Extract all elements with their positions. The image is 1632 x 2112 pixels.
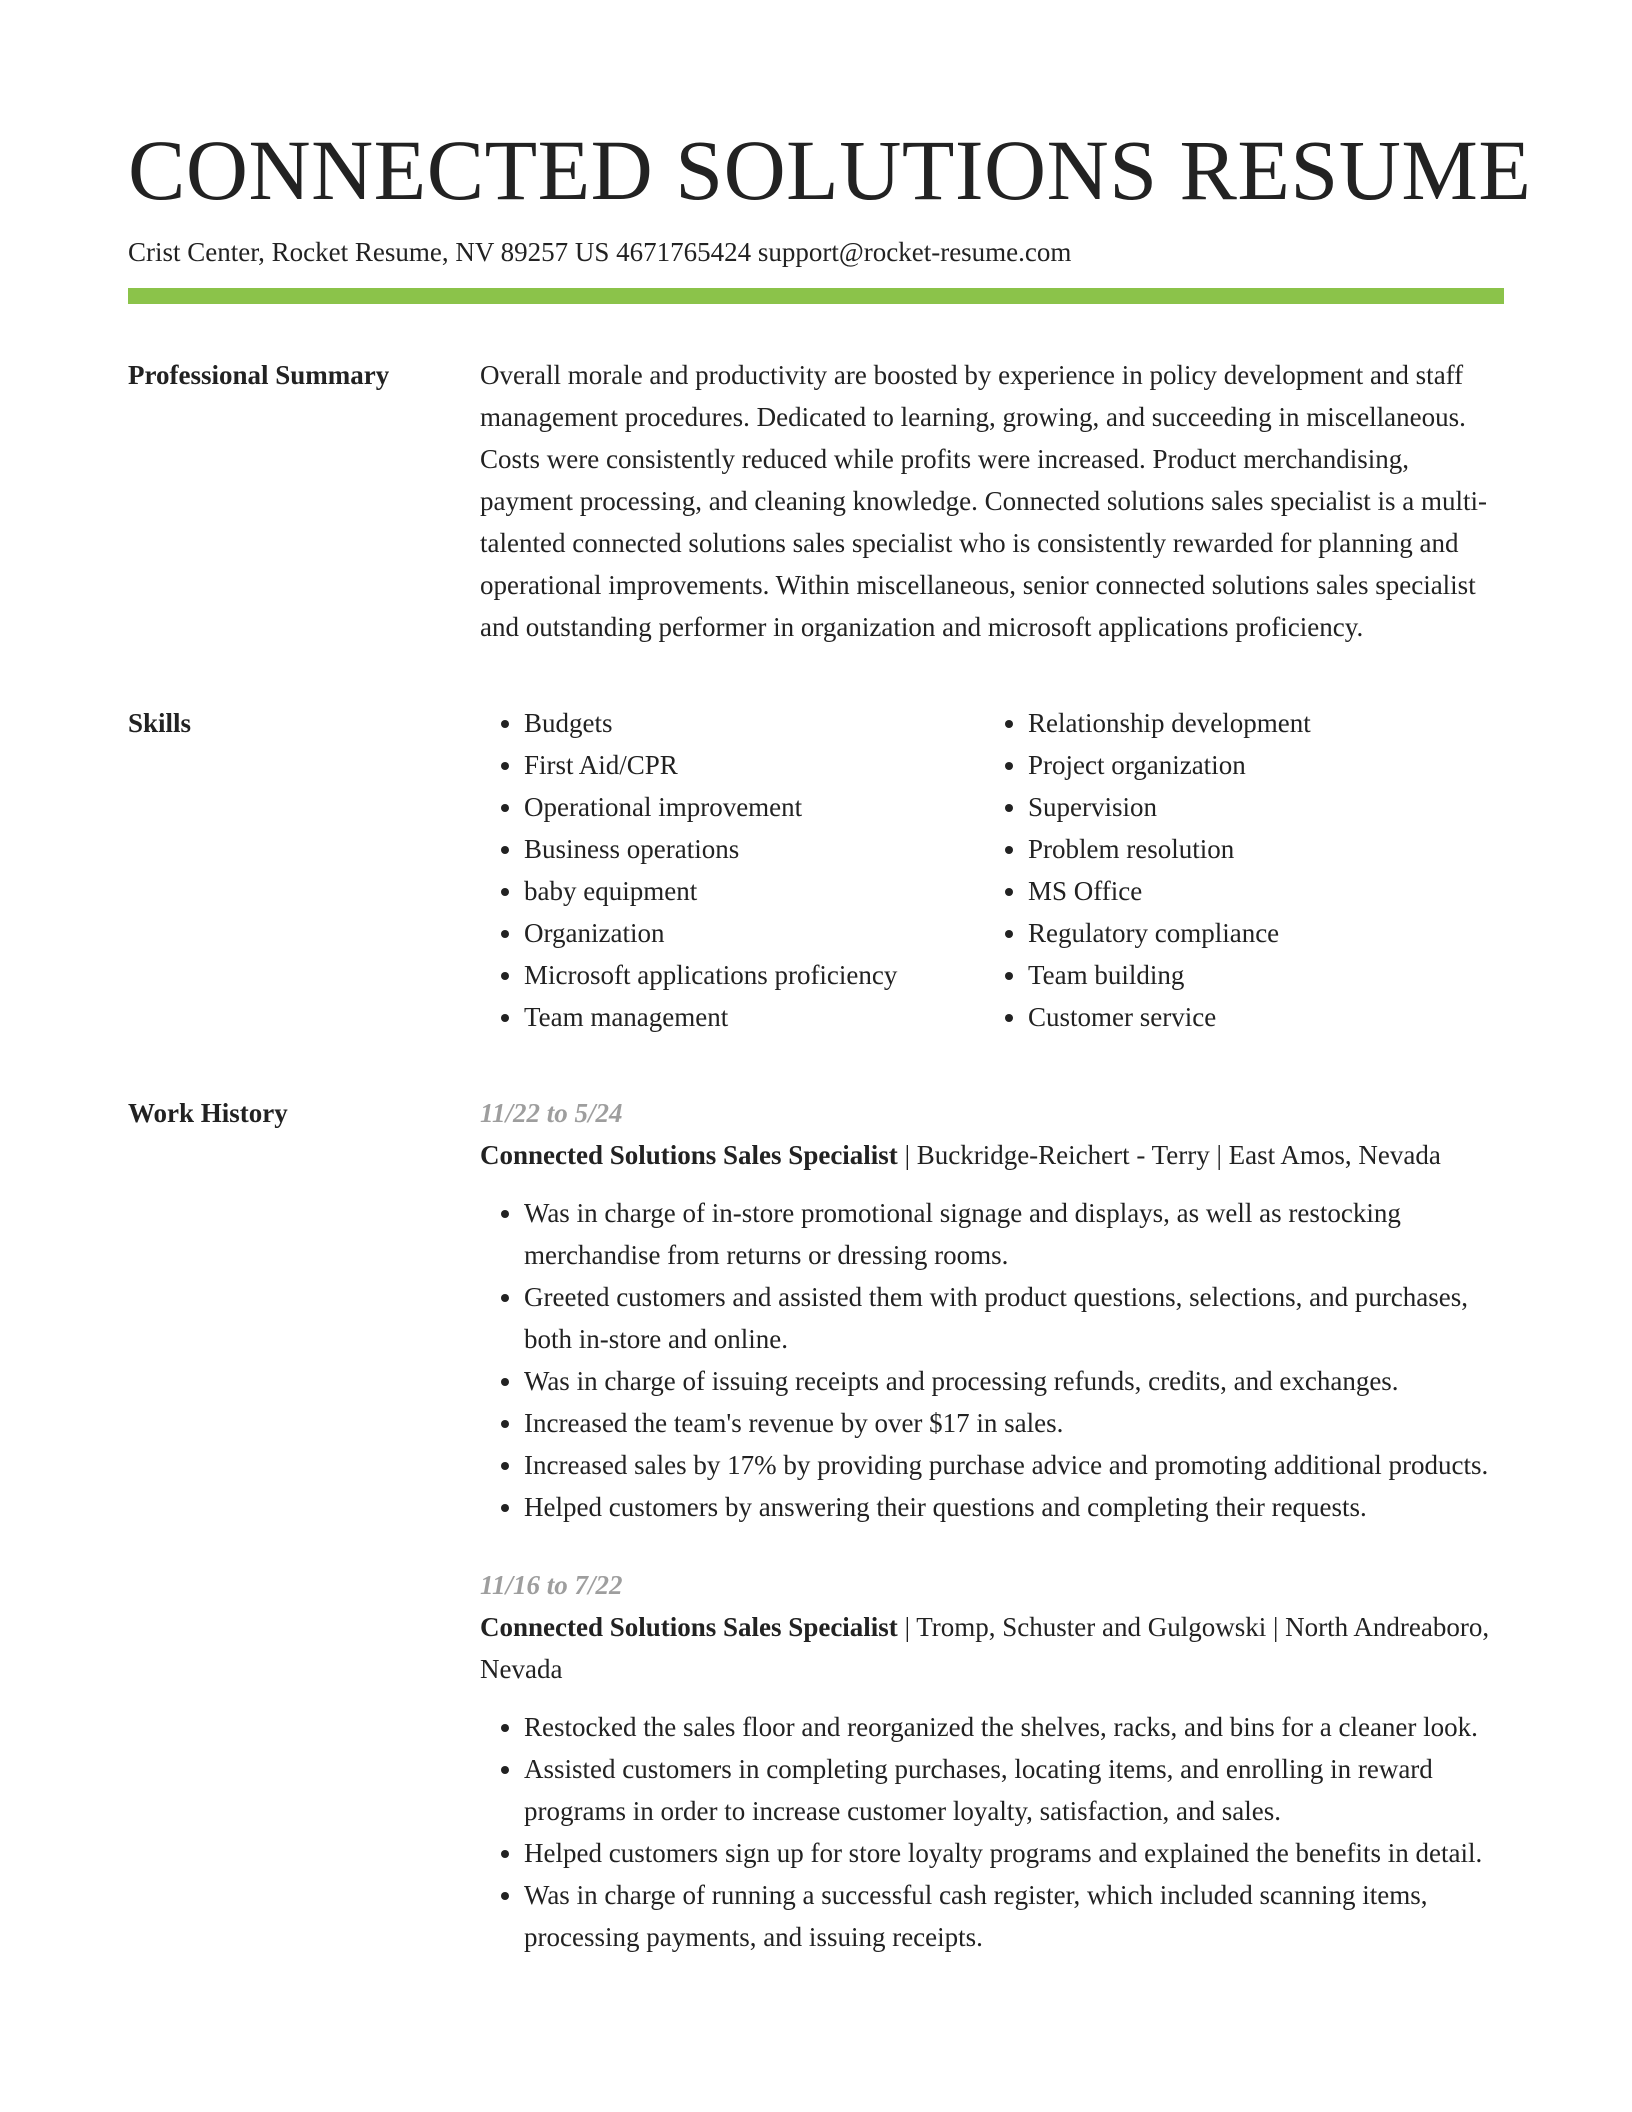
skill-item: • Team building [1028, 954, 1528, 996]
skill-item: • Supervision [1028, 786, 1528, 828]
skill-item: • Regulatory compliance [1028, 912, 1528, 954]
job-entry [480, 1564, 1504, 1958]
job-bullet: • Was in charge of running a successful cash register, which included scanning items, processing payments, and issuing receipts. [524, 1874, 1504, 1958]
job-title: Connected Solutions Sales Specialist [480, 1612, 898, 1642]
skill-item: • Project organization [1028, 744, 1528, 786]
job-entry [480, 1092, 1504, 1528]
skill-item: • Team management [524, 996, 984, 1038]
job-dates: 11/16 to 7/22 [480, 1570, 623, 1600]
skill-item: • Problem resolution [1028, 828, 1528, 870]
summary-body [480, 354, 1504, 648]
job-bullet: • Restocked the sales floor and reorganized the shelves, racks, and bins for a cleaner look. [524, 1706, 1504, 1748]
job-bullets [480, 1192, 1504, 1528]
skills-section [128, 702, 1504, 1038]
skill-item: • Budgets [524, 702, 984, 744]
skill-item: • baby equipment [524, 870, 984, 912]
job-bullet: • Assisted customers in completing purchases, locating items, and enrolling in reward programs in order to increase customer loyalty, satisfaction, and sales. [524, 1748, 1504, 1832]
work-history-body [480, 1092, 1504, 1994]
skill-item: • Organization [524, 912, 984, 954]
section-label-work-history: Work History [128, 1098, 288, 1128]
skills-body [480, 702, 1528, 1038]
skill-item: • Operational improvement [524, 786, 984, 828]
job-bullet: • Helped customers sign up for store loyalty programs and explained the benefits in detail. [524, 1832, 1504, 1874]
summary-section [128, 354, 1504, 648]
job-bullet: • Greeted customers and assisted them with product questions, selections, and purchases, both in-store and online. [524, 1276, 1504, 1360]
job-employer-location: | Tromp, Schuster and Gulgowski | North Andreaboro, Nevada [480, 1612, 1490, 1684]
job-employer-location: | Buckridge-Reichert - Terry | East Amos, Nevada [897, 1140, 1441, 1170]
summary-text: Overall morale and productivity are boosted by experience in policy development and staff management procedures. Dedicated to learning, growing, and succeeding in miscellaneous. Costs were consistently reduced while profits were increased. Product merchandising, payment processing, and cleaning knowledge. Connected solutions sales specialist is a multi-talented connected solutions sales specialist who is consistently rewarded for planning and operational improvements. Within miscellaneous, senior connected solutions sales specialist and outstanding performer in organization and microsoft applications proficiency. [480, 360, 1488, 642]
skills-list-column-1 [480, 702, 984, 1038]
section-label-summary: Professional Summary [128, 360, 390, 390]
job-title: Connected Solutions Sales Specialist [480, 1140, 898, 1170]
skills-list-column-2 [984, 702, 1528, 1038]
skill-item: • MS Office [1028, 870, 1528, 912]
job-bullets [480, 1706, 1504, 1958]
skill-item: • Relationship development [1028, 702, 1528, 744]
skill-item: • First Aid/CPR [524, 744, 984, 786]
skill-item: • Microsoft applications proficiency [524, 954, 984, 996]
accent-divider [128, 288, 1504, 304]
job-bullet: • Increased the team's revenue by over $17 in sales. [524, 1402, 1504, 1444]
job-bullet: • Helped customers by answering their questions and completing their requests. [524, 1486, 1504, 1528]
job-dates: 11/22 to 5/24 [480, 1098, 623, 1128]
job-heading [480, 1606, 1504, 1690]
section-label-skills: Skills [128, 708, 192, 738]
job-heading [480, 1134, 1504, 1176]
job-bullet: • Was in charge of in-store promotional signage and displays, as well as restocking merchandise from returns or dressing rooms. [524, 1192, 1504, 1276]
job-bullet: • Was in charge of issuing receipts and processing refunds, credits, and exchanges. [524, 1360, 1504, 1402]
work-history-section [128, 1092, 1504, 1994]
skill-item: • Business operations [524, 828, 984, 870]
skill-item: • Customer service [1028, 996, 1528, 1038]
contact-line: Crist Center, Rocket Resume, NV 89257 US 4671765424 support@rocket-resume.com [128, 237, 1072, 267]
resume-title: CONNECTED SOLUTIONS RESUME [128, 122, 1532, 218]
job-bullet: • Increased sales by 17% by providing purchase advice and promoting additional products. [524, 1444, 1504, 1486]
